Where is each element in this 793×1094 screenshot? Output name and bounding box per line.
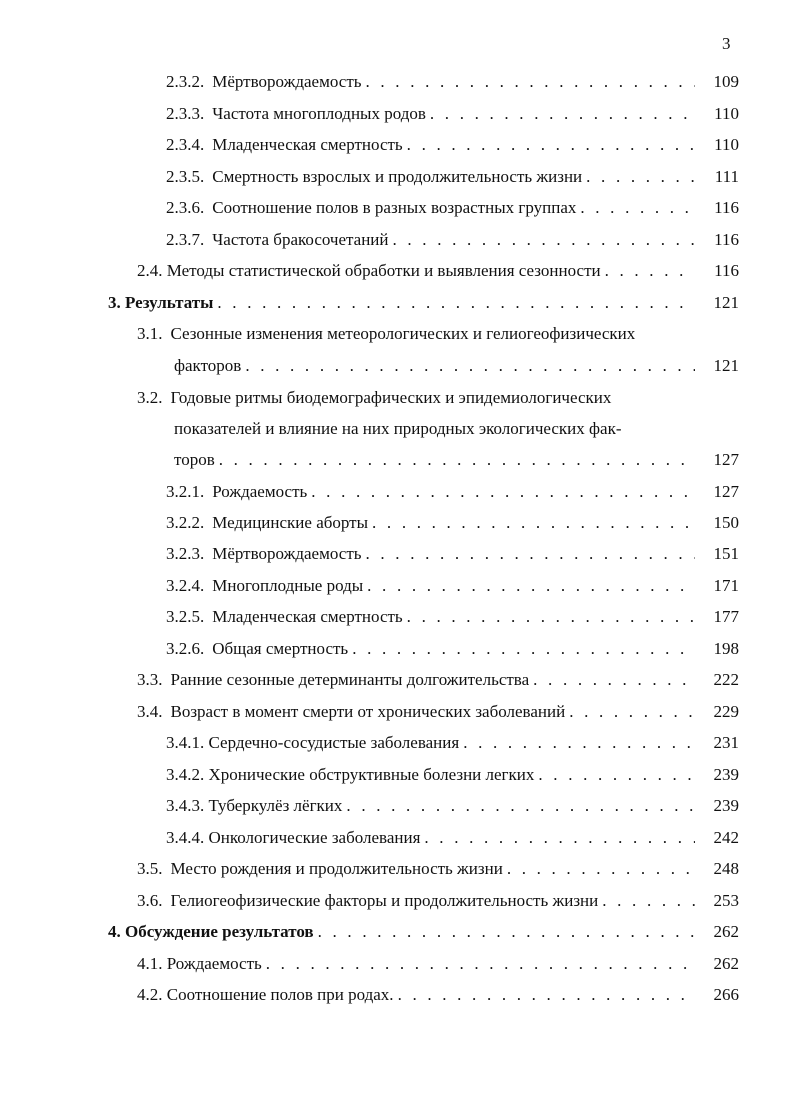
toc-entry[interactable] bbox=[137, 670, 739, 690]
toc-entry-title: Рождаемость bbox=[166, 954, 262, 973]
leader-dots bbox=[407, 135, 695, 155]
leader-dots bbox=[602, 891, 695, 911]
toc-entry-page: 262 bbox=[713, 954, 739, 973]
toc-entry-number: 3.1. bbox=[137, 324, 163, 343]
toc-entry[interactable] bbox=[166, 828, 739, 848]
leader-dots bbox=[393, 230, 696, 250]
toc-entry-number: 3.2.2. bbox=[166, 513, 205, 532]
leader-dots bbox=[463, 733, 695, 753]
toc-entry-title: Ранние сезонные детерминанты долгожительства bbox=[170, 670, 530, 689]
leader-dots bbox=[372, 513, 695, 533]
toc-entry-number: 3.2.4. bbox=[166, 576, 205, 595]
toc-entry-number: 3.2.6. bbox=[166, 639, 205, 658]
toc-entry-page: 127 bbox=[713, 482, 739, 501]
toc-entry-title: Туберкулёз лёгких bbox=[208, 796, 343, 815]
toc-entry-page: 171 bbox=[713, 576, 739, 595]
toc-entry-title: Сердечно-сосудистые заболевания bbox=[208, 733, 460, 752]
leader-dots bbox=[346, 796, 695, 816]
leader-dots bbox=[398, 985, 695, 1005]
page-number: 3 bbox=[722, 34, 731, 53]
toc-entry-number: 4.1. bbox=[137, 954, 163, 973]
leader-dots bbox=[219, 450, 695, 470]
toc-entry-page: 239 bbox=[713, 796, 739, 815]
leader-dots bbox=[366, 544, 696, 564]
toc-entry[interactable] bbox=[166, 639, 739, 659]
toc-entry-title: Частота многоплодных родов bbox=[212, 104, 426, 123]
toc-chapter[interactable] bbox=[108, 293, 739, 313]
toc-entry-page: 262 bbox=[713, 922, 739, 941]
toc-entry-page: 127 bbox=[713, 450, 739, 469]
toc-entry[interactable] bbox=[166, 544, 739, 564]
toc-entry[interactable] bbox=[137, 985, 739, 1005]
leader-dots bbox=[266, 954, 695, 974]
toc-entry-number: 2.3.3. bbox=[166, 104, 205, 123]
toc-entry-page: 253 bbox=[713, 891, 739, 910]
toc-entry[interactable] bbox=[166, 765, 739, 785]
toc-entry-first-line[interactable] bbox=[137, 388, 611, 408]
toc-entry[interactable] bbox=[174, 450, 739, 470]
toc-entry-page: 121 bbox=[713, 356, 739, 375]
toc-entry[interactable] bbox=[166, 198, 739, 218]
toc-entry-title: Соотношение полов при родах. bbox=[166, 985, 394, 1004]
leader-dots bbox=[586, 167, 695, 187]
leader-dots bbox=[533, 670, 695, 690]
toc-entry-page: 198 bbox=[713, 639, 739, 658]
toc-entry[interactable] bbox=[137, 891, 739, 911]
toc-entry-page: 229 bbox=[713, 702, 739, 721]
leader-dots bbox=[366, 72, 696, 92]
leader-dots bbox=[352, 639, 695, 659]
toc-entry-page: 121 bbox=[713, 293, 739, 312]
toc-entry[interactable] bbox=[166, 576, 739, 596]
leader-dots bbox=[318, 922, 695, 942]
toc-entry[interactable] bbox=[137, 261, 739, 281]
toc-entry-page: 248 bbox=[713, 859, 739, 878]
toc-entry-page: 109 bbox=[713, 72, 739, 91]
leader-dots bbox=[311, 482, 695, 502]
toc-entry[interactable] bbox=[166, 513, 739, 533]
toc-entry-number: 3.2. bbox=[137, 388, 163, 407]
toc-entry-title: Годовые ритмы биодемографических и эпидемиологических bbox=[170, 388, 612, 407]
toc-entry[interactable] bbox=[166, 482, 739, 502]
toc-entry-page: 231 bbox=[713, 733, 739, 752]
toc-entry-page: 116 bbox=[714, 230, 739, 249]
toc-entry[interactable] bbox=[137, 859, 739, 879]
toc-entry-number: 2.3.4. bbox=[166, 135, 205, 154]
toc-entry-title: Мёртворождаемость bbox=[212, 72, 362, 91]
toc-entry-number: 3.4.3. bbox=[166, 796, 205, 815]
toc-entry[interactable] bbox=[166, 230, 739, 250]
toc-entry-title: Онкологические заболевания bbox=[208, 828, 421, 847]
toc-entry-page: 151 bbox=[713, 544, 739, 563]
toc-entry[interactable] bbox=[166, 607, 739, 627]
toc-entry-page: 222 bbox=[713, 670, 739, 689]
toc-entry[interactable] bbox=[137, 702, 739, 722]
leader-dots bbox=[580, 198, 695, 218]
toc-entry-continuation bbox=[174, 419, 622, 439]
toc-entry-title: Возраст в момент смерти от хронических заболеваний bbox=[170, 702, 566, 721]
toc-entry-title: Общая смертность bbox=[212, 639, 349, 658]
toc-entry-title: Результаты bbox=[125, 293, 214, 312]
toc-entry-number: 3.2.1. bbox=[166, 482, 205, 501]
toc-entry-title: Младенческая смертность bbox=[212, 135, 403, 154]
toc-entry-page: 239 bbox=[713, 765, 739, 784]
leader-dots bbox=[424, 828, 695, 848]
toc-entry[interactable] bbox=[166, 167, 739, 187]
toc-entry-number: 2.3.2. bbox=[166, 72, 205, 91]
toc-entry-number: 3.2.3. bbox=[166, 544, 205, 563]
toc-entry-title: показателей и влияние на них природных экологических фак- bbox=[174, 419, 622, 438]
toc-entry-title: Смертность взрослых и продолжительность жизни bbox=[212, 167, 583, 186]
toc-entry-page: 116 bbox=[714, 198, 739, 217]
toc-entry-title: Место рождения и продолжительность жизни bbox=[170, 859, 503, 878]
toc-entry-first-line[interactable] bbox=[137, 324, 635, 344]
toc-entry-title: Мёртворождаемость bbox=[212, 544, 362, 563]
leader-dots bbox=[507, 859, 695, 879]
toc-entry-page: 242 bbox=[713, 828, 739, 847]
toc-entry-title: факторов bbox=[174, 356, 242, 375]
toc-entry-title: Методы статистической обработки и выявления сезонности bbox=[166, 261, 601, 280]
toc-entry-number: 3.4.1. bbox=[166, 733, 205, 752]
toc-entry-title: Сезонные изменения метеорологических и гелиогеофизических bbox=[170, 324, 636, 343]
toc-entry[interactable] bbox=[174, 356, 739, 376]
leader-dots bbox=[605, 261, 695, 281]
toc-entry-number: 3.5. bbox=[137, 859, 163, 878]
toc-entry-title: Многоплодные роды bbox=[212, 576, 364, 595]
leader-dots bbox=[569, 702, 695, 722]
toc-entry-title: Рождаемость bbox=[212, 482, 308, 501]
toc-chapter[interactable] bbox=[108, 922, 739, 942]
toc-entry[interactable] bbox=[166, 796, 739, 816]
toc-entry-number: 2.3.5. bbox=[166, 167, 205, 186]
toc-entry[interactable] bbox=[137, 954, 739, 974]
toc-entry-number: 2.4. bbox=[137, 261, 163, 280]
leader-dots bbox=[407, 607, 695, 627]
leader-dots bbox=[430, 104, 695, 124]
toc-entry-title: Гелиогеофизические факторы и продолжительность жизни bbox=[170, 891, 599, 910]
toc-entry-page: 116 bbox=[714, 261, 739, 280]
toc-entry-number: 3.3. bbox=[137, 670, 163, 689]
toc-entry-number: 3.2.5. bbox=[166, 607, 205, 626]
toc-entry-page: 177 bbox=[713, 607, 739, 626]
toc-entry-page: 110 bbox=[714, 104, 739, 123]
toc-entry-page: 110 bbox=[714, 135, 739, 154]
toc-entry-title: Частота бракосочетаний bbox=[212, 230, 389, 249]
toc-entry-title: торов bbox=[174, 450, 215, 469]
leader-dots bbox=[217, 293, 695, 313]
toc-entry-title: Медицинские аборты bbox=[212, 513, 369, 532]
toc-entry-number: 3.4. bbox=[137, 702, 163, 721]
toc-entry-number: 4. bbox=[108, 922, 121, 941]
toc-entry-number: 2.3.7. bbox=[166, 230, 205, 249]
toc-entry-page: 266 bbox=[713, 985, 739, 1004]
toc-entry-number: 2.3.6. bbox=[166, 198, 205, 217]
toc-entry-number: 3.4.2. bbox=[166, 765, 205, 784]
leader-dots bbox=[367, 576, 695, 596]
toc-entry-page: 150 bbox=[713, 513, 739, 532]
toc-entry[interactable] bbox=[166, 733, 739, 753]
toc-entry[interactable] bbox=[166, 104, 739, 124]
leader-dots bbox=[538, 765, 695, 785]
toc-entry-title: Соотношение полов в разных возрастных группах bbox=[212, 198, 577, 217]
toc-entry-page: 111 bbox=[714, 167, 739, 186]
toc-entry-title: Обсуждение результатов bbox=[125, 922, 314, 941]
toc-entry-number: 4.2. bbox=[137, 985, 163, 1004]
toc-entry[interactable] bbox=[166, 135, 739, 155]
toc-entry-number: 3.4.4. bbox=[166, 828, 205, 847]
toc-entry-number: 3.6. bbox=[137, 891, 163, 910]
toc-entry-title: Хронические обструктивные болезни легких bbox=[208, 765, 535, 784]
toc-entry[interactable] bbox=[166, 72, 739, 92]
toc-entry-title: Младенческая смертность bbox=[212, 607, 403, 626]
toc-entry-number: 3. bbox=[108, 293, 121, 312]
leader-dots bbox=[245, 356, 695, 376]
